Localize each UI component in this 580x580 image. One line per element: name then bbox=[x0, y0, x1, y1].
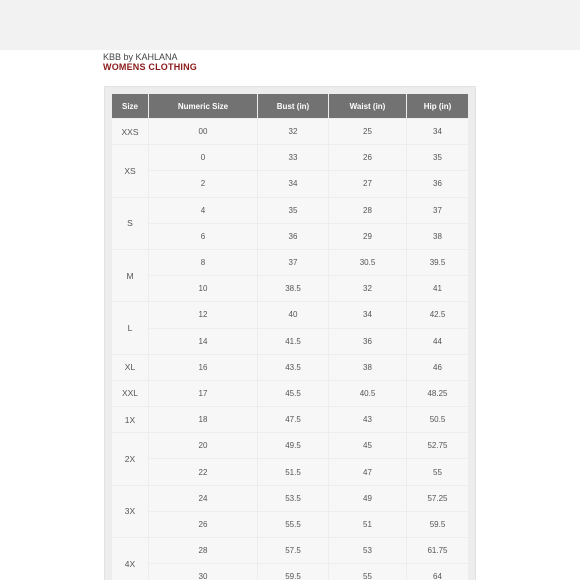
table-row bbox=[112, 119, 468, 144]
size-label-cell: S bbox=[112, 198, 148, 249]
table-row bbox=[112, 329, 468, 354]
hip-cell: 35 bbox=[407, 145, 468, 170]
table-row bbox=[112, 564, 468, 580]
hip-cell: 50.5 bbox=[407, 407, 468, 432]
hip-cell: 44 bbox=[407, 329, 468, 354]
waist-cell: 53 bbox=[329, 538, 406, 563]
hip-cell: 59.5 bbox=[407, 512, 468, 537]
table-row bbox=[112, 407, 468, 432]
table-header-row bbox=[112, 94, 468, 118]
numeric-size-cell: 2 bbox=[149, 171, 257, 196]
size-chart-table bbox=[111, 93, 469, 580]
size-chart-container bbox=[104, 86, 476, 580]
waist-cell: 45 bbox=[329, 433, 406, 458]
hip-cell: 34 bbox=[407, 119, 468, 144]
waist-cell: 36 bbox=[329, 329, 406, 354]
bust-cell: 59.5 bbox=[258, 564, 328, 580]
waist-cell: 55 bbox=[329, 564, 406, 580]
numeric-size-cell: 10 bbox=[149, 276, 257, 301]
hip-cell: 41 bbox=[407, 276, 468, 301]
numeric-size-cell: 12 bbox=[149, 302, 257, 327]
waist-cell: 38 bbox=[329, 355, 406, 380]
column-header-waist: Waist (in) bbox=[329, 94, 406, 118]
numeric-size-cell: 26 bbox=[149, 512, 257, 537]
table-row bbox=[112, 355, 468, 380]
bust-cell: 45.5 bbox=[258, 381, 328, 406]
category-title: WOMENS CLOTHING bbox=[103, 62, 197, 72]
waist-cell: 28 bbox=[329, 198, 406, 223]
numeric-size-cell: 00 bbox=[149, 119, 257, 144]
table-body bbox=[112, 119, 468, 580]
numeric-size-cell: 28 bbox=[149, 538, 257, 563]
numeric-size-cell: 16 bbox=[149, 355, 257, 380]
bust-cell: 34 bbox=[258, 171, 328, 196]
hip-cell: 61.75 bbox=[407, 538, 468, 563]
waist-cell: 49 bbox=[329, 486, 406, 511]
waist-cell: 32 bbox=[329, 276, 406, 301]
hip-cell: 46 bbox=[407, 355, 468, 380]
bust-cell: 33 bbox=[258, 145, 328, 170]
hip-cell: 37 bbox=[407, 198, 468, 223]
size-label-cell: XS bbox=[112, 145, 148, 196]
bust-cell: 49.5 bbox=[258, 433, 328, 458]
table-row bbox=[112, 381, 468, 406]
table-row bbox=[112, 198, 468, 223]
bust-cell: 53.5 bbox=[258, 486, 328, 511]
bust-cell: 38.5 bbox=[258, 276, 328, 301]
column-header-bust: Bust (in) bbox=[258, 94, 328, 118]
bust-cell: 55.5 bbox=[258, 512, 328, 537]
waist-cell: 47 bbox=[329, 459, 406, 484]
waist-cell: 25 bbox=[329, 119, 406, 144]
hip-cell: 39.5 bbox=[407, 250, 468, 275]
numeric-size-cell: 14 bbox=[149, 329, 257, 354]
table-row bbox=[112, 276, 468, 301]
size-label-cell: XXL bbox=[112, 381, 148, 406]
size-label-cell: L bbox=[112, 302, 148, 353]
waist-cell: 26 bbox=[329, 145, 406, 170]
waist-cell: 29 bbox=[329, 224, 406, 249]
size-label-cell: XL bbox=[112, 355, 148, 380]
bust-cell: 32 bbox=[258, 119, 328, 144]
table-row bbox=[112, 302, 468, 327]
waist-cell: 30.5 bbox=[329, 250, 406, 275]
table-row bbox=[112, 171, 468, 196]
table-row bbox=[112, 145, 468, 170]
numeric-size-cell: 30 bbox=[149, 564, 257, 580]
numeric-size-cell: 8 bbox=[149, 250, 257, 275]
bust-cell: 37 bbox=[258, 250, 328, 275]
size-label-cell: 4X bbox=[112, 538, 148, 580]
numeric-size-cell: 22 bbox=[149, 459, 257, 484]
column-header-size: Size bbox=[112, 94, 148, 118]
column-header-hip: Hip (in) bbox=[407, 94, 468, 118]
hip-cell: 64 bbox=[407, 564, 468, 580]
hip-cell: 52.75 bbox=[407, 433, 468, 458]
table-row bbox=[112, 459, 468, 484]
size-label-cell: XXS bbox=[112, 119, 148, 144]
size-label-cell: 1X bbox=[112, 407, 148, 432]
size-label-cell: M bbox=[112, 250, 148, 301]
waist-cell: 27 bbox=[329, 171, 406, 196]
column-header-numeric-size: Numeric Size bbox=[149, 94, 257, 118]
top-bar bbox=[0, 0, 580, 50]
brand-name: KBB by KAHLANA bbox=[103, 52, 178, 62]
hip-cell: 57.25 bbox=[407, 486, 468, 511]
size-label-cell: 2X bbox=[112, 433, 148, 484]
numeric-size-cell: 0 bbox=[149, 145, 257, 170]
hip-cell: 55 bbox=[407, 459, 468, 484]
numeric-size-cell: 20 bbox=[149, 433, 257, 458]
bust-cell: 51.5 bbox=[258, 459, 328, 484]
bust-cell: 57.5 bbox=[258, 538, 328, 563]
hip-cell: 48.25 bbox=[407, 381, 468, 406]
waist-cell: 43 bbox=[329, 407, 406, 432]
table-row bbox=[112, 538, 468, 563]
numeric-size-cell: 18 bbox=[149, 407, 257, 432]
waist-cell: 34 bbox=[329, 302, 406, 327]
numeric-size-cell: 4 bbox=[149, 198, 257, 223]
table-row bbox=[112, 486, 468, 511]
hip-cell: 36 bbox=[407, 171, 468, 196]
table-row bbox=[112, 250, 468, 275]
bust-cell: 43.5 bbox=[258, 355, 328, 380]
numeric-size-cell: 6 bbox=[149, 224, 257, 249]
table-row bbox=[112, 224, 468, 249]
numeric-size-cell: 24 bbox=[149, 486, 257, 511]
bust-cell: 47.5 bbox=[258, 407, 328, 432]
size-label-cell: 3X bbox=[112, 486, 148, 537]
hip-cell: 38 bbox=[407, 224, 468, 249]
bust-cell: 41.5 bbox=[258, 329, 328, 354]
bust-cell: 40 bbox=[258, 302, 328, 327]
bust-cell: 35 bbox=[258, 198, 328, 223]
table-row bbox=[112, 512, 468, 537]
bust-cell: 36 bbox=[258, 224, 328, 249]
hip-cell: 42.5 bbox=[407, 302, 468, 327]
waist-cell: 51 bbox=[329, 512, 406, 537]
waist-cell: 40.5 bbox=[329, 381, 406, 406]
table-row bbox=[112, 433, 468, 458]
numeric-size-cell: 17 bbox=[149, 381, 257, 406]
